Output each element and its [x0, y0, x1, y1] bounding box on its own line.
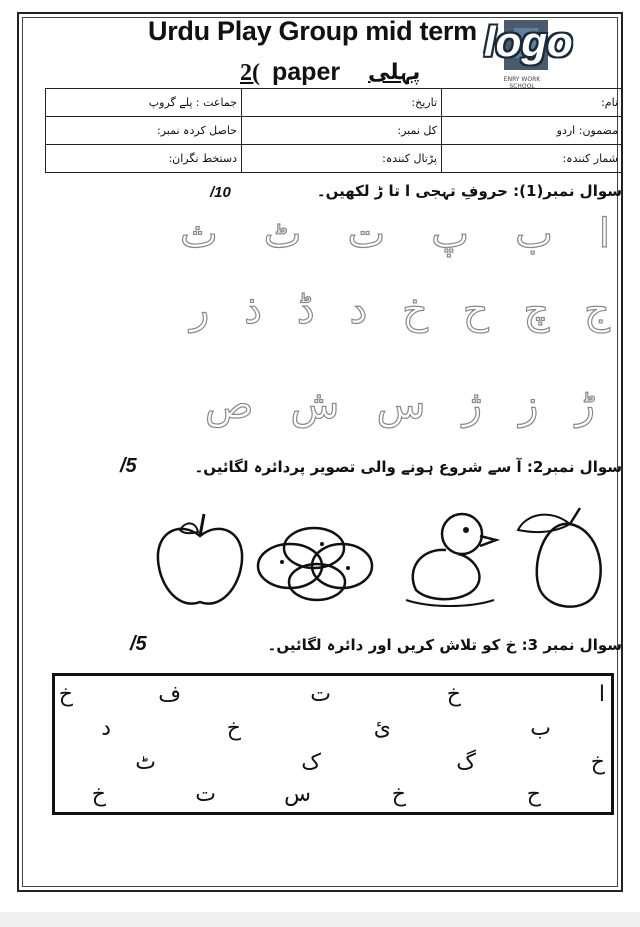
table-row	[46, 117, 623, 145]
trace-letter[interactable]: س	[376, 382, 426, 428]
student-info-table	[45, 88, 623, 173]
trace-letter[interactable]: د	[349, 287, 368, 333]
trace-row-3	[205, 382, 595, 428]
trace-row-2	[190, 287, 610, 333]
trace-letter[interactable]: خ	[402, 287, 428, 333]
letter-cell[interactable]: ا	[598, 682, 605, 707]
letter-cell[interactable]: ت	[310, 682, 331, 707]
letter-cell[interactable]: گ	[456, 750, 476, 775]
checker-field[interactable]: پڑتال کنندہ:	[242, 145, 442, 173]
trace-letter[interactable]: ٹ	[263, 211, 302, 257]
date-field[interactable]: تاریخ:	[242, 89, 442, 117]
letter-cell[interactable]: ح	[526, 782, 541, 807]
school-logo	[484, 18, 596, 90]
question-3-marks: /5	[130, 633, 147, 655]
logo-caption: ENRY WORK SCHOOL	[503, 76, 541, 90]
trace-letter[interactable]: چ	[523, 287, 550, 333]
subject-field[interactable]: مضمون: اردو	[442, 117, 623, 145]
question-1-label: سوال نمبر(1): حروفِ تہجی ا تا ڑ لکھیں۔	[316, 182, 622, 200]
trace-letter[interactable]: پ	[431, 211, 469, 257]
subtitle-urdu: پہلی	[368, 60, 421, 85]
name-field[interactable]: نام:	[442, 89, 623, 117]
counter-field[interactable]: شمار کنندہ:	[442, 145, 623, 173]
letter-cell[interactable]: ئ	[373, 716, 391, 741]
letter-cell[interactable]: ب	[530, 716, 551, 741]
trace-letter[interactable]: ا	[598, 211, 610, 257]
trace-letter[interactable]: ث	[180, 211, 218, 257]
obtained-marks-field[interactable]: حاصل کردہ نمبر:	[46, 117, 242, 145]
question-2-label: سوال نمبر2: آ سے شروع ہونے والی تصویر پردائرہ لگائیں۔	[194, 458, 622, 476]
letter-cell[interactable]: خ	[446, 682, 461, 707]
duck-icon[interactable]	[400, 504, 500, 614]
letter-cell[interactable]: ٹ	[135, 750, 156, 775]
subtitle-paper: paper	[272, 58, 341, 86]
trace-letter[interactable]: ب	[515, 211, 553, 257]
trace-letter[interactable]: ش	[290, 382, 340, 428]
trace-letter[interactable]: ذ	[244, 287, 262, 333]
trace-letter[interactable]: ڈ	[296, 287, 315, 333]
letter-cell[interactable]: خ	[58, 682, 73, 707]
subtitle-number: 2(	[240, 60, 260, 86]
trace-letter[interactable]: ز	[519, 382, 539, 428]
trace-letter[interactable]: ص	[205, 382, 254, 428]
supervisor-signature-field[interactable]: دستخط نگران:	[46, 145, 242, 173]
question-3-label: سوال نمبر 3: خ کو تلاش کریں اور دائرہ لگائیں۔	[267, 636, 622, 654]
letter-cell[interactable]: ت	[195, 782, 216, 807]
apple-icon[interactable]	[150, 508, 250, 612]
table-row	[46, 145, 623, 173]
letter-cell[interactable]: خ	[226, 716, 241, 741]
letter-cell[interactable]: ک	[301, 750, 321, 775]
picture-row	[140, 500, 610, 620]
letter-cell[interactable]: خ	[590, 750, 605, 775]
page-bottom-strip	[0, 912, 640, 927]
trace-letter[interactable]: ح	[462, 287, 489, 333]
letter-search-box	[52, 673, 614, 815]
question-1-marks: /10	[210, 184, 231, 201]
class-field[interactable]: جماعت : پلے گروپ	[46, 89, 242, 117]
trace-row-1	[180, 211, 610, 257]
letter-cell[interactable]: خ	[91, 782, 106, 807]
page-title: Urdu Play Group mid term	[148, 16, 477, 46]
letter-cell[interactable]: د	[101, 716, 111, 741]
mango-icon[interactable]	[510, 504, 610, 614]
table-row	[46, 89, 623, 117]
trace-letter[interactable]: ژ	[462, 382, 482, 428]
letter-cell[interactable]: ف	[158, 682, 181, 707]
trace-letter[interactable]: ج	[584, 287, 610, 333]
letter-cell[interactable]: خ	[391, 782, 406, 807]
trace-letter[interactable]: ر	[190, 287, 210, 333]
total-marks-field[interactable]: کل نمبر:	[242, 117, 442, 145]
trace-letter[interactable]: ت	[347, 211, 386, 257]
potatoes-icon[interactable]	[252, 518, 382, 608]
letter-cell[interactable]: س	[284, 782, 311, 807]
logo-text: logo	[484, 18, 573, 65]
question-2-marks: /5	[120, 455, 137, 477]
trace-letter[interactable]: ڑ	[575, 382, 595, 428]
